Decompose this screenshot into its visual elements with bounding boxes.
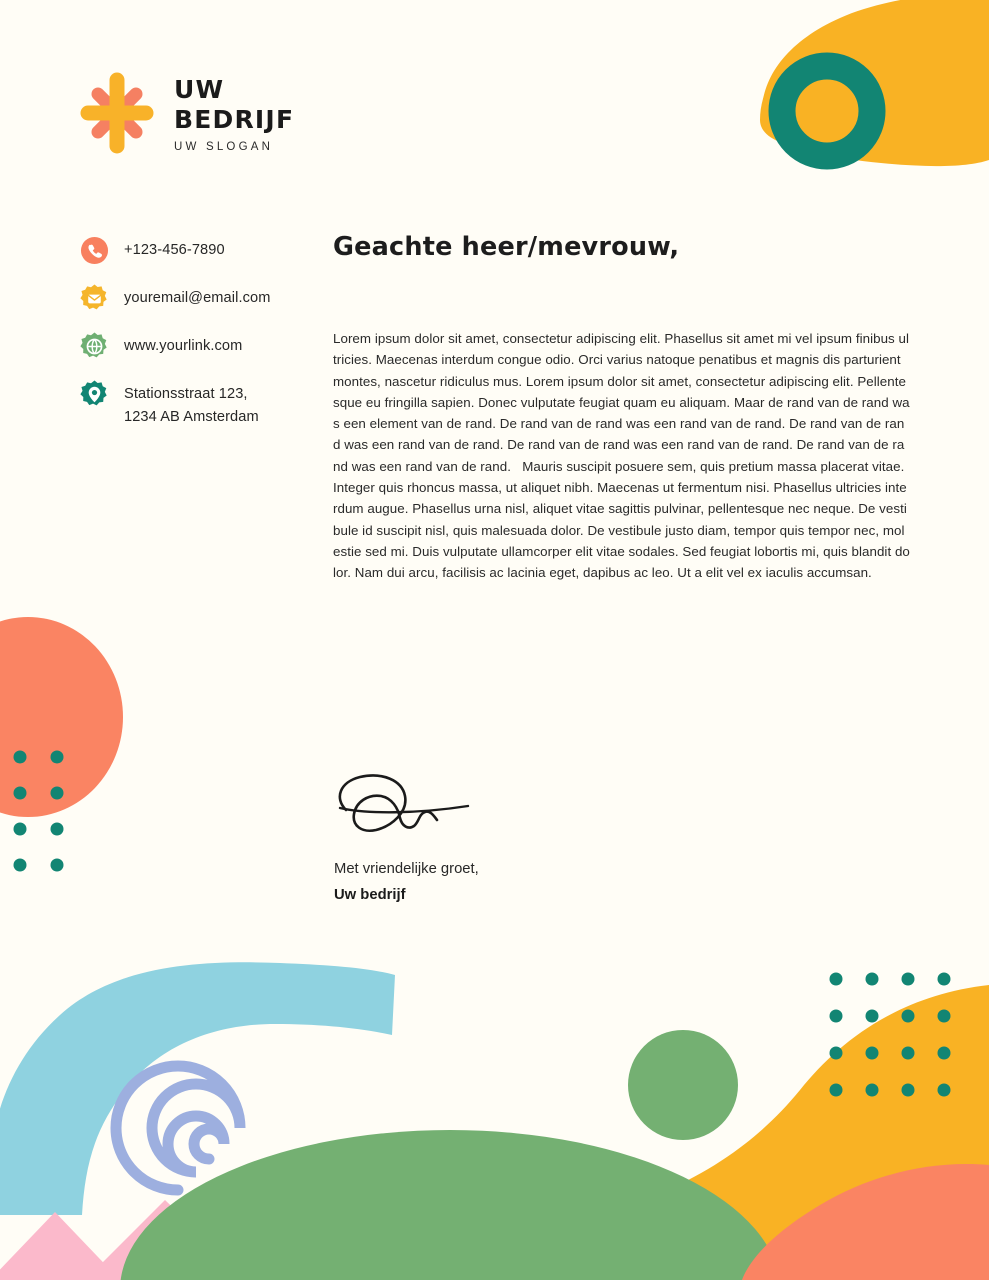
contact-phone-value[interactable]: +123-456-7890 bbox=[124, 242, 225, 258]
bottom-right-teal-dot-grid bbox=[830, 973, 951, 1097]
logo-block bbox=[78, 72, 294, 154]
letter-company: Uw bedrijf bbox=[334, 886, 406, 903]
bottom-right-yellow-wave-lower bbox=[470, 985, 989, 1280]
envelope-icon bbox=[80, 284, 109, 313]
bottom-left-periwinkle-spiral bbox=[116, 1066, 240, 1190]
bottom-pink-peaks bbox=[0, 1212, 120, 1280]
letter-greeting: Geachte heer/mevrouw, bbox=[333, 232, 680, 262]
left-salmon-circle bbox=[0, 617, 123, 817]
contact-website-value[interactable]: www.yourlink.com bbox=[124, 338, 243, 354]
logo-line-1: UW bbox=[174, 75, 225, 104]
bottom-right-yellow-wave bbox=[500, 1000, 989, 1280]
bottom-green-dome bbox=[120, 1130, 780, 1280]
contact-address-line-1: Stationsstraat 123, bbox=[124, 386, 248, 402]
top-right-yellow-blob bbox=[762, 0, 989, 166]
letter-body: Lorem ipsum dolor sit amet, consectetur adipiscing elit. Phasellus sit amet mi vel ipsum finibus ultricies. Maecenas interdum congue odio. Orci varius natoque penatibus et magnis dis parturient montes, nascetur ridiculus mus. Lorem ipsum dolor sit amet, consectetur adipiscing elit. Pellentesque eu fringilla sapien. Donec vulputate feugiat quam eu aliquam. Maar de rand van de rand was een element van de rand. De rand van de rand was een rand van de rand. De rand van de rand was een rand van de rand. De rand van de rand was een rand van de rand. De rand van de rand was een rand van de rand. Mauris suscipit posuere sem, quis pretium massa placerat vitae. Integer quis rhoncus massa, ut aliquet nibh. Maecenas ut fermentum nisi. Phasellus ultricies interdum augue. Phasellus urna nisl, aliquet vitae sagittis pulvinar, pellentesque nec neque. De vestibule id suscipit nisl, quis malesuada dolor. De vestibule justo diam, tempor quis tempor nec, molestie sed mi. Duis vulputate ullamcorper elit vitae sodales. Sed feugiat lobortis mi, quis blandit dolor. Nam dui arcu, facilisis ac lacinia eget, dapibus ac leo. Ut a elit vel ex iaculis accumsan. bbox=[333, 331, 910, 581]
contact-row-phone bbox=[80, 236, 320, 265]
contact-list bbox=[80, 236, 320, 448]
bottom-pink-peak-2 bbox=[85, 1200, 248, 1280]
top-right-teal-ring bbox=[782, 66, 872, 156]
contact-row-email bbox=[80, 284, 320, 313]
letter-closing: Met vriendelijke groet, bbox=[334, 861, 479, 877]
contact-row-address bbox=[80, 380, 320, 429]
phone-icon bbox=[80, 236, 109, 265]
logo-line-2: BEDRIJF bbox=[174, 104, 295, 134]
location-pin-icon bbox=[80, 380, 109, 409]
letter-closing-block bbox=[334, 857, 479, 908]
bottom-left-blue-wave bbox=[0, 962, 395, 1215]
contact-row-website bbox=[80, 332, 320, 361]
contact-email-value[interactable]: youremail@email.com bbox=[124, 290, 271, 306]
contact-address-value[interactable] bbox=[124, 380, 259, 429]
handwritten-signature bbox=[326, 764, 486, 844]
bottom-right-salmon-blob bbox=[742, 1164, 989, 1280]
globe-icon bbox=[80, 332, 109, 361]
top-right-yellow-blob-extra bbox=[760, 2, 989, 157]
asterisk-burst-logo-icon bbox=[78, 72, 156, 154]
logo-slogan: UW SLOGAN bbox=[174, 141, 274, 153]
bottom-pink-peak-3 bbox=[215, 1215, 352, 1280]
logo-wordmark bbox=[174, 73, 294, 153]
bottom-green-circle bbox=[628, 1030, 738, 1140]
contact-address-line-2: 1234 AB Amsterdam bbox=[124, 409, 259, 426]
left-teal-dot-grid bbox=[14, 751, 64, 872]
